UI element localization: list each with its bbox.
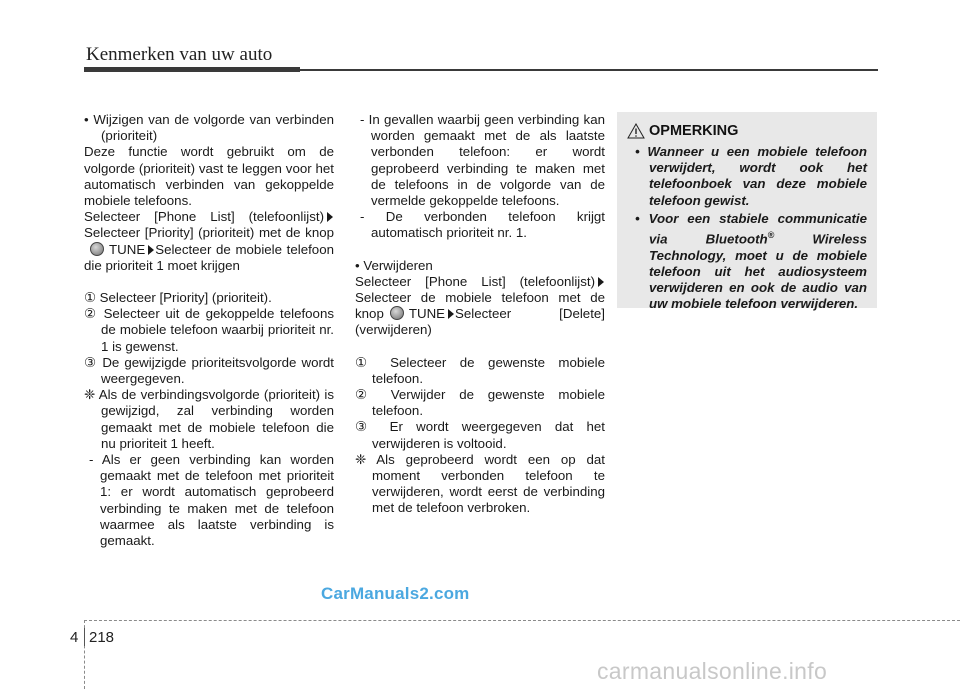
page-number-separator (84, 628, 85, 646)
chapter-number: 4 (70, 629, 79, 646)
step-3: ③ De gewijzigde prioriteitsvolgorde wordt weergegeven. (84, 354, 334, 387)
info-note: ❈ Als geprobeerd wordt een op dat moment verbonden telefoon te verwijderen, wordt eerst de verbinding met de telefoon verbroken. (355, 451, 605, 516)
section-title-delete: • Verwijderen (355, 257, 433, 273)
step-2: ② Verwijder de gewenste mobiele telefoon. (355, 387, 605, 419)
step-3: ③ Er wordt weergegeven dat het verwijderen is voltooid. (355, 419, 605, 451)
note-item-1: • Wanneer u een mobiele telefoon verwijdert, wordt ook het telefoonboek van deze mobiele telefoon gewist. (635, 144, 867, 208)
header-rule (300, 69, 878, 71)
note-title: OPMERKING (649, 123, 739, 139)
note-item-2: • Voor een stabiele communicatie via Bluetooth® Wireless Technology, moet u de mobiele telefoon uit het audiosysteem verwijderen en ook de audio van uw mobiele telefoon verwijderen. (635, 210, 867, 312)
warning-triangle-icon (627, 123, 645, 139)
intro-text: Deze functie wordt gebruikt om de volgorde (prioriteit) vast te leggen voor het automatisch verbinden van gekoppelde mobiele telefoons. (84, 144, 334, 209)
dash-item: - In gevallen waarbij geen verbinding kan worden gemaakt met de als laatste verbonden telefoon: er wordt geprobeerd verbinding te maken met de telefoons in de volgorde van de vermelde gekoppelde telefoons. (360, 112, 605, 209)
dash-item: - De verbonden telefoon krijgt automatisch prioriteit nr. 1. (360, 209, 605, 241)
page-number: 218 (89, 629, 115, 646)
column-left (84, 112, 334, 549)
dash-item: - Als er geen verbinding kan worden gemaakt met de telefoon met prioriteit 1: er wordt automatisch geprobeerd verbinding te maken met de telefoon waarmee als laatste verbinding is gemaakt. (89, 452, 334, 549)
footer-site-watermark[interactable]: carmanualsonline.info (597, 658, 828, 684)
arrow-right-icon (598, 277, 604, 287)
header-bar (84, 67, 300, 72)
tune-knob-icon (90, 242, 104, 256)
arrow-right-icon (327, 212, 333, 222)
step-2: ② Selecteer uit de gekoppelde telefoons de mobiele telefoon waarbij prioriteit nr. 1 is gewenst. (84, 306, 334, 354)
info-note: ❈ Als de verbindingsvolgorde (prioriteit) is gewijzigd, zal verbinding worden gemaakt met de mobiele telefoon die nu prioriteit 1 heeft. (84, 387, 334, 451)
footer-rule (84, 620, 960, 621)
arrow-right-icon (148, 245, 154, 255)
menu-path-delete: Selecteer [Phone List] (telefoonlijst) Selecteer de mobiele telefoon met de knop TUNE Selecteer [Delete] (verwijderen) (355, 273, 605, 338)
tune-knob-icon (390, 306, 404, 320)
section-title-priority: • Wijzigen van de volgorde van verbinden (prioriteit) (84, 112, 334, 144)
note-box (617, 112, 877, 312)
note-header (627, 120, 867, 142)
watermark-link[interactable]: CarManuals2.com (321, 584, 470, 603)
step-1: ① Selecteer de gewenste mobiele telefoon. (355, 354, 605, 386)
page-header-title: Kenmerken van uw auto (86, 44, 273, 65)
step-1: ① Selecteer [Priority] (prioriteit). (84, 290, 272, 306)
arrow-right-icon (448, 309, 454, 319)
menu-path-priority: Selecteer [Phone List] (telefoonlijst) Selecteer [Priority] (prioriteit) met de knopTUNE Selecteer de mobiele telefoon die prioriteit 1 moet krijgen (84, 209, 334, 273)
column-middle (355, 112, 605, 517)
